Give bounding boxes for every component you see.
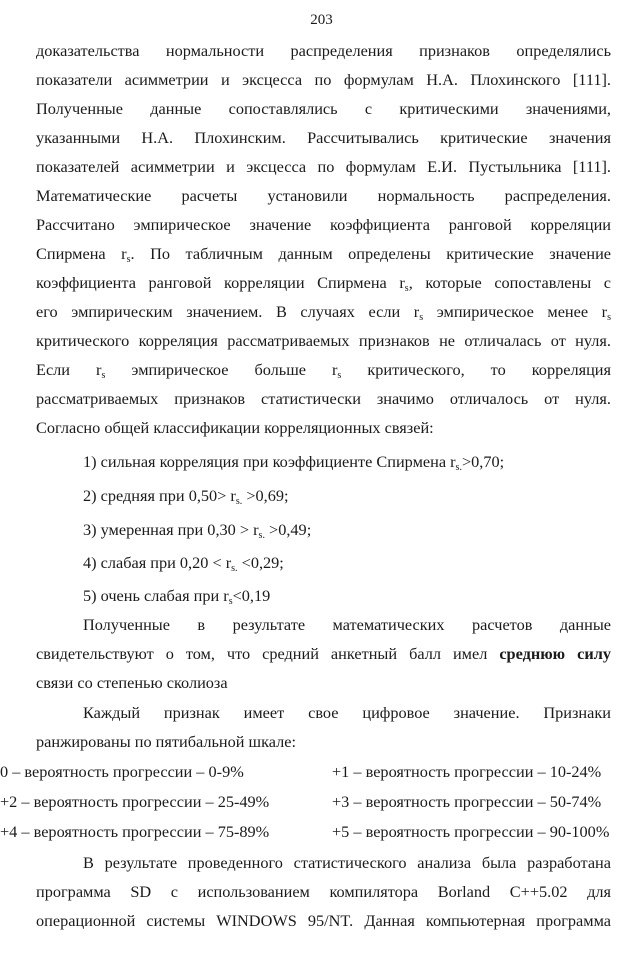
text-line: Согласно общей классификации корреляционных связей: (36, 418, 434, 437)
text-line: его эмпирическим значением. В случаях если $r_s$ эмпирическое менее $r_s$ (36, 302, 611, 323)
list-item: 5) очень слабая при $r_s<0,19$ (83, 586, 271, 607)
scale-item: +5 – вероятность прогрессии – 90-100% (332, 822, 610, 841)
text-line: ранжированы по пятибальной шкале: (36, 732, 296, 751)
scale-item: +1 – вероятность прогрессии – 10-24% (332, 762, 602, 781)
text-line: коэффициента ранговой корреляции Спирмена $r_s$, которые сопоставлены с (36, 273, 612, 294)
text-line: Полученные в результате математических расчетов данные (83, 615, 611, 634)
text-line: В результате проведенного статистического анализа была разработана (83, 853, 611, 872)
text-line: показателей асимметрии и эксцесса по формулам Е.И. Пустыльника [111]. (36, 157, 611, 176)
scale-item: +4 – вероятность прогрессии – 75-89% (0, 822, 270, 841)
text-line: Рассчитано эмпирическое значение коэффициента ранговой корреляции (36, 215, 611, 234)
text-line: операционной системы WINDOWS 95/NT. Данная компьютерная программа (36, 911, 611, 930)
text-line: Математические расчеты установили нормальность распределения. (36, 186, 611, 205)
text-line: рассматриваемых признаков статистически значимо отличалось от нуля. (36, 389, 611, 408)
text-line: доказательства нормальности распределения признаков определялись (36, 41, 611, 60)
scale-item: +3 – вероятность прогрессии – 50-74% (332, 792, 602, 811)
list-item: 2) средняя при $0,50> r_{s.} >0,69$; (83, 486, 289, 507)
list-item: 3) умеренная при $0,30 > r_{s.} >0,49$; (83, 520, 312, 541)
text-line: Спирмена $r_s$. По табличным данным определены критические значение (36, 244, 612, 265)
list-item: 1) сильная корреляция при коэффициенте Спирмена $r_{s.}>0,70$; (83, 452, 505, 473)
scale-item: 0 – вероятность прогрессии – 0-9% (0, 762, 244, 781)
text-line: связи со степенью сколиоза (36, 673, 228, 692)
text-line: показатели асимметрии и эксцесса по формулам Н.А. Плохинского [111]. (36, 70, 611, 89)
text-line: критического корреляция рассматриваемых признаков не отличалась от нуля. (36, 331, 611, 350)
text-line: свидетельствуют о том, что средний анкетный балл имел среднюю силу (36, 644, 611, 663)
bold-phrase: среднюю силу (499, 644, 611, 663)
list-item: 4) слабая при $0,20 < r_{s.} <0,29$; (83, 553, 284, 574)
scale-item: +2 – вероятность прогрессии – 25-49% (0, 792, 270, 811)
text-line: Если $r_s$ эмпирическое больше $r_s$ критического, то корреляция (36, 360, 611, 381)
text-line: Каждый признак имеет свое цифровое значение. Признаки (83, 703, 611, 722)
page-number: 203 (310, 12, 333, 28)
text-line: Полученные данные сопоставлялись с критическими значениями, (36, 99, 611, 118)
text-line: указанными Н.А. Плохинским. Рассчитывались критические значения (36, 128, 611, 147)
text-line: программа SD с использованием компилятора Borland С++5.02 для (36, 882, 611, 901)
